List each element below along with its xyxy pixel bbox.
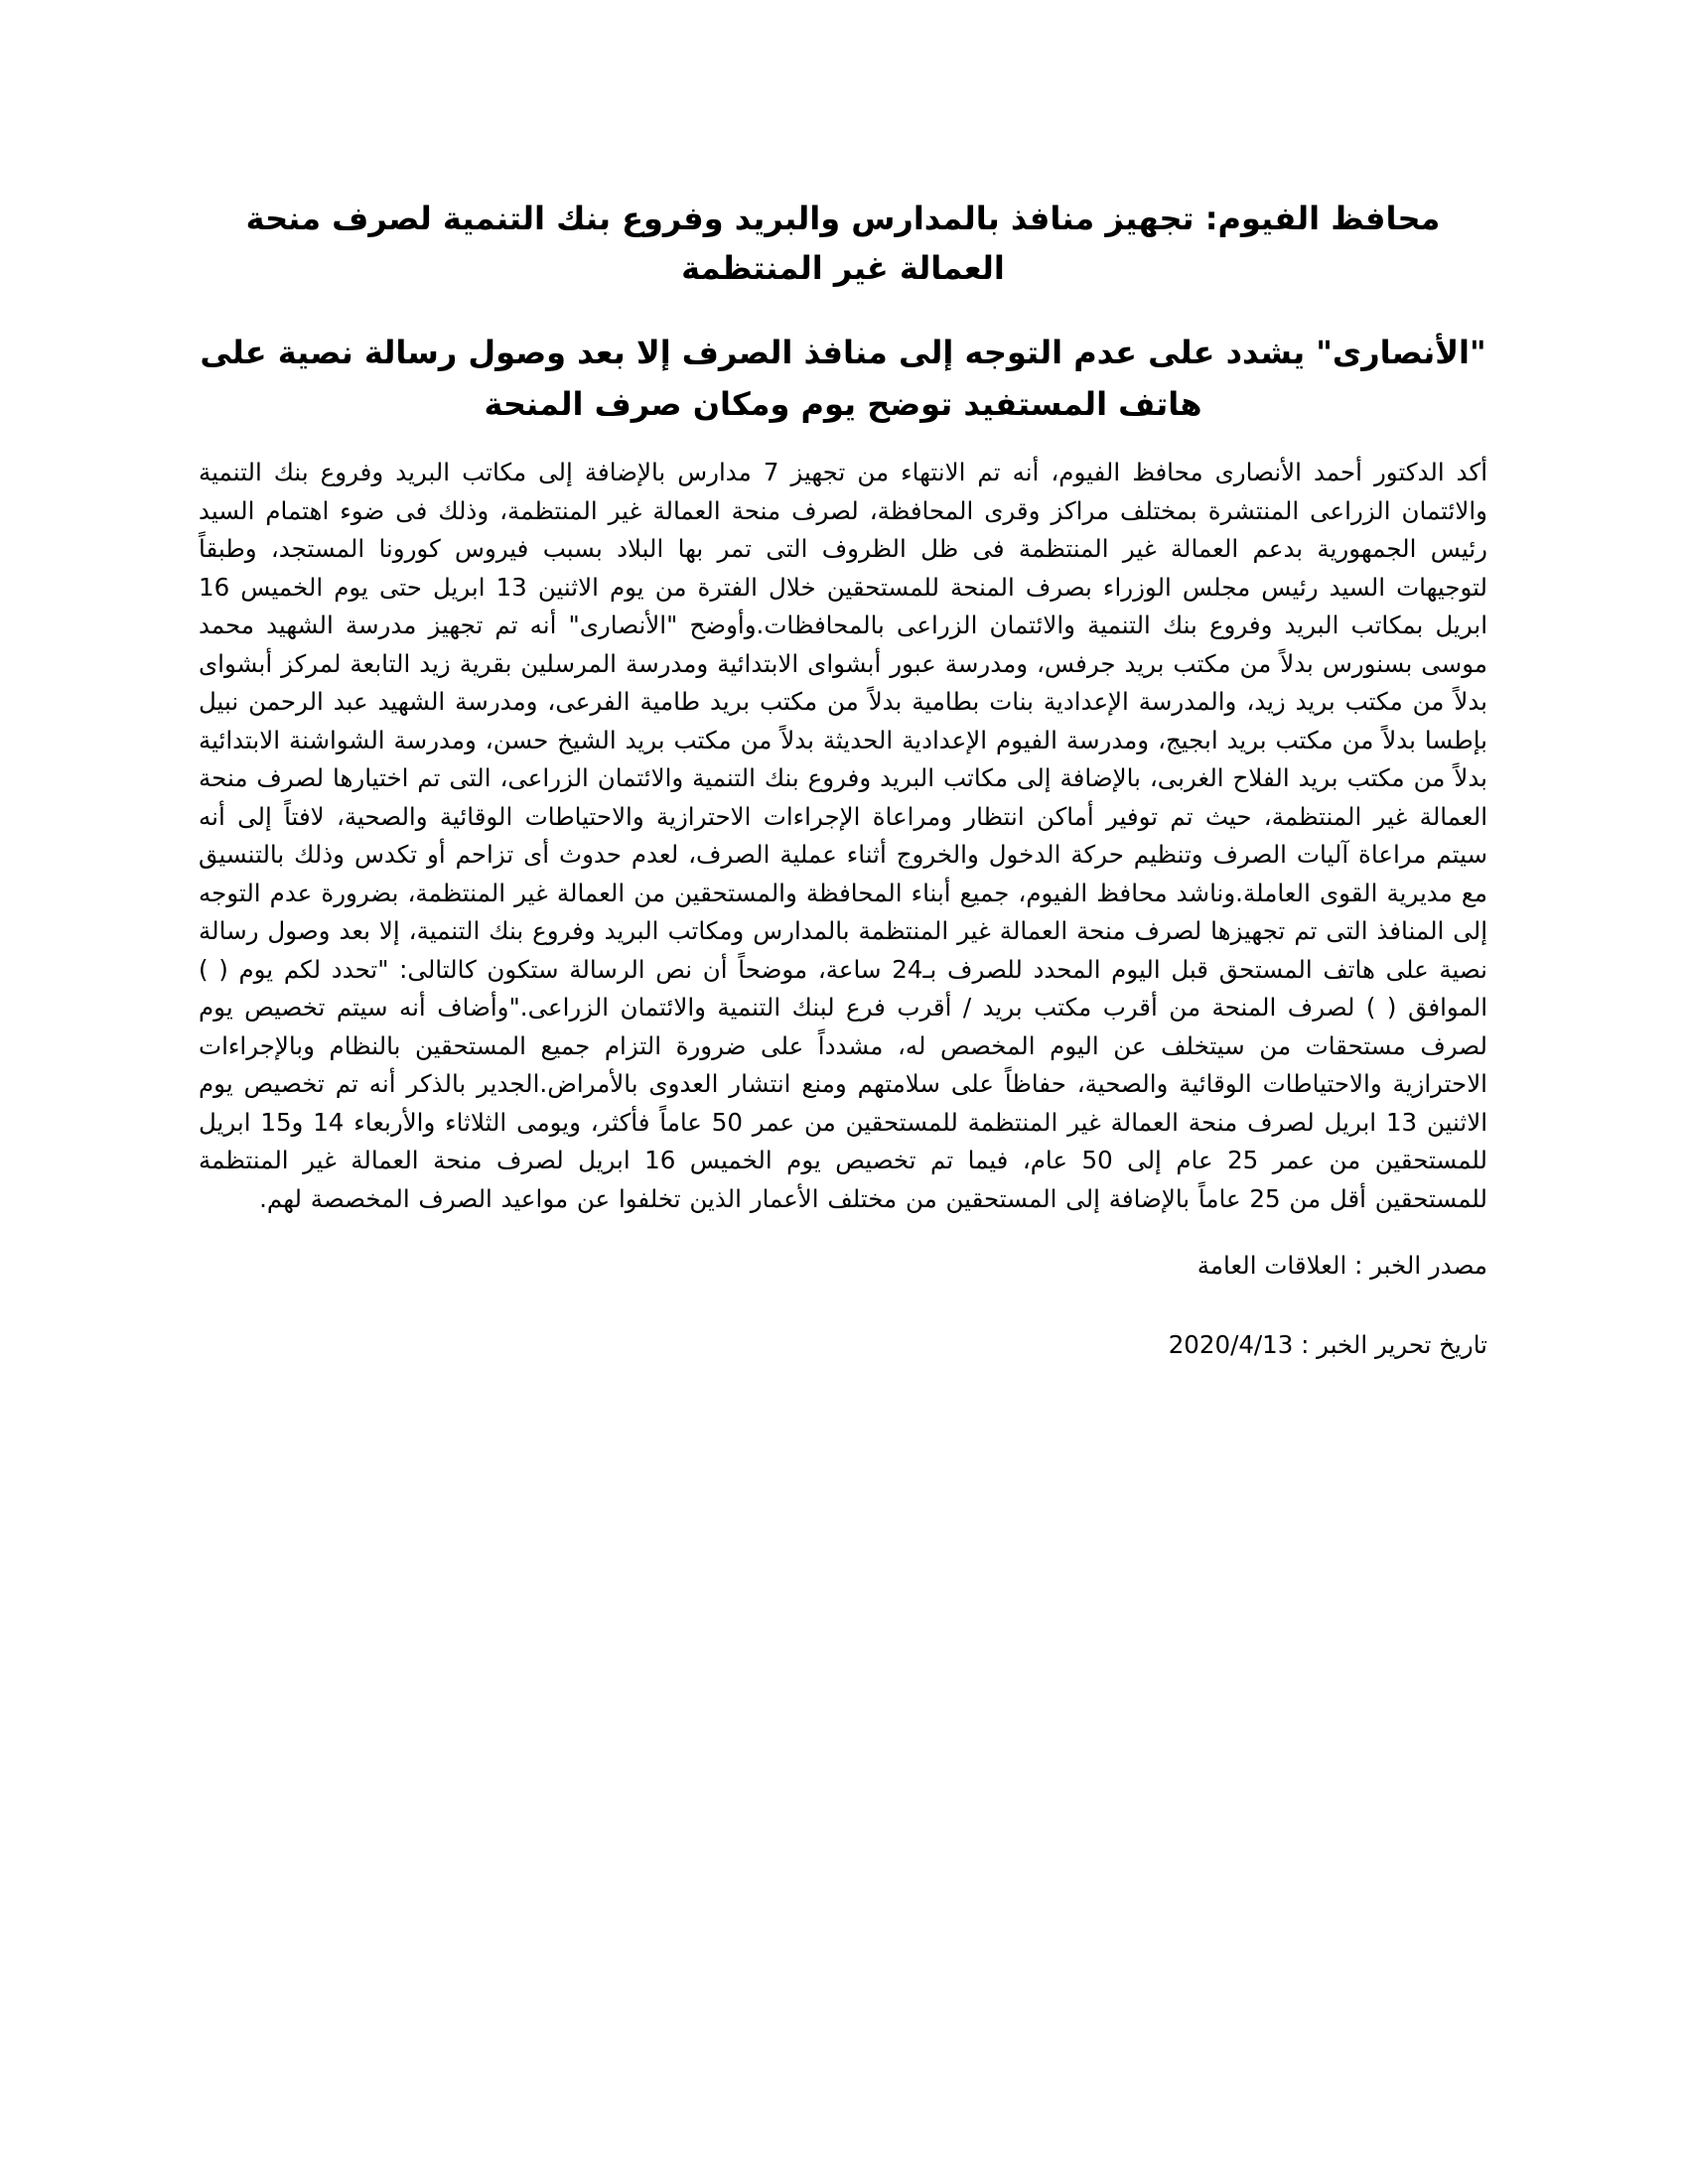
article-subheadline: "الأنصارى" يشدد على عدم التوجه إلى منافذ الصرف إلا بعد وصول رسالة نصية على هاتف المستفيد توضح يوم ومكان صرف المنحة	[200, 334, 1486, 423]
news-source-line: مصدر الخبر : العلاقات العامة	[1196, 1251, 1487, 1280]
article-body: أكد الدكتور أحمد الأنصارى محافظ الفيوم، أنه تم الانتهاء من تجهيز 7 مدارس بالإضافة إلى مكاتب البريد وفروع بنك التنمية والائتمان الزراعى المنتشرة بمختلف مراكز وقرى المحافظة، لصرف منحة العمالة غير المنتظمة، وذلك فى ضوء اهتمام السيد رئيس الجمهورية بدعم العمالة غير المنتظمة فى ظل الظروف التى تمر بها البلاد بسبب فيروس كورونا المستجد، وطبقاً لتوجيهات السيد رئيس مجلس الوزراء بصرف المنحة للمستحقين خلال الفترة من يوم الاثنين 13 ابريل حتى يوم الخميس 16 ابريل بمكاتب البريد وفروع بنك التنمية والائتمان الزراعى بالمحافظات.وأوضح "الأنصارى" أنه تم تجهيز مدرسة الشهيد محمد موسى بسنورس بدلاً من مكتب بريد جرفس، ومدرسة عبور أبشواى الابتدائية ومدرسة المرسلين بقرية زيد التابعة لمركز أبشواى بدلاً من مكتب بريد زيد، والمدرسة الإعدادية بنات بطامية بدلاً من مكتب بريد طامية الفرعى، ومدرسة الشهيد عبد الرحمن نبيل بإطسا بدلاً من مكتب بريد ابجيج، ومدرسة الفيوم الإعدادية الحديثة بدلاً من مكتب بريد الشيخ حسن، ومدرسة الشواشنة الابتدائية بدلاً من مكتب بريد الفلاح الغربى، بالإضافة إلى مكاتب البريد وفروع بنك التنمية والائتمان الزراعى، التى تم اختيارها لصرف منحة العمالة غير المنتظمة، حيث تم توفير أماكن انتظار ومراعاة الإجراءات الاحترازية والاحتياطات الوقائية والصحية، لافتاً إلى أنه سيتم مراعاة آليات الصرف وتنظيم حركة الدخول والخروج أثناء عملية الصرف، لعدم حدوث أى تزاحم أو تكدس وذلك بالتنسيق مع مديرية القوى العاملة.وناشد محافظ الفيوم، جميع أبناء المحافظة والمستحقين من العمالة غير المنتظمة، بضرورة عدم التوجه إلى المنافذ التى تم تجهيزها لصرف منحة العمالة غير المنتظمة بالمدارس ومكاتب البريد وفروع بنك التنمية، إلا بعد وصول رسالة نصية على هاتف المستحق قبل اليوم المحدد للصرف بـ24 ساعة، موضحاً أن نص الرسالة ستكون كالتالى: "تحدد لكم يوم ( ) الموافق ( ) لصرف المنحة من أقرب مكتب بريد / أقرب فرع لبنك التنمية والائتمان الزراعى."وأضاف أنه سيتم تخصيص يوم لصرف مستحقات من سيتخلف عن اليوم المخصص له، مشدداً على ضرورة التزام جميع المستحقين بالنظام وبالإجراءات الاحترازية والاحتياطات الوقائية والصحية، حفاظاً على سلامتهم ومنع انتشار العدوى بالأمراض.الجدير بالذكر أنه تم تخصيص يوم الاثنين 13 ابريل لصرف منحة العمالة غير المنتظمة للمستحقين من عمر 50 عاماً فأكثر، ويومى الثلاثاء والأربعاء 14 و15 ابريل للمستحقين من عمر 25 عام إلى 50 عام، فيما تم تخصيص يوم الخميس 16 ابريل لصرف منحة العمالة غير المنتظمة للمستحقين أقل من 25 عاماً بالإضافة إلى المستحقين من مختلف الأعمار الذين تخلفوا عن مواعيد الصرف المخصصة لهم.	[199, 458, 1487, 1213]
article-headline: محافظ الفيوم: تجهيز منافذ بالمدارس والبريد وفروع بنك التنمية لصرف منحة العمالة غير المنتظمة	[245, 200, 1441, 287]
article	[199, 194, 1487, 1363]
news-date-line: تاريخ تحرير الخبر : 2020/4/13	[1168, 1330, 1487, 1359]
